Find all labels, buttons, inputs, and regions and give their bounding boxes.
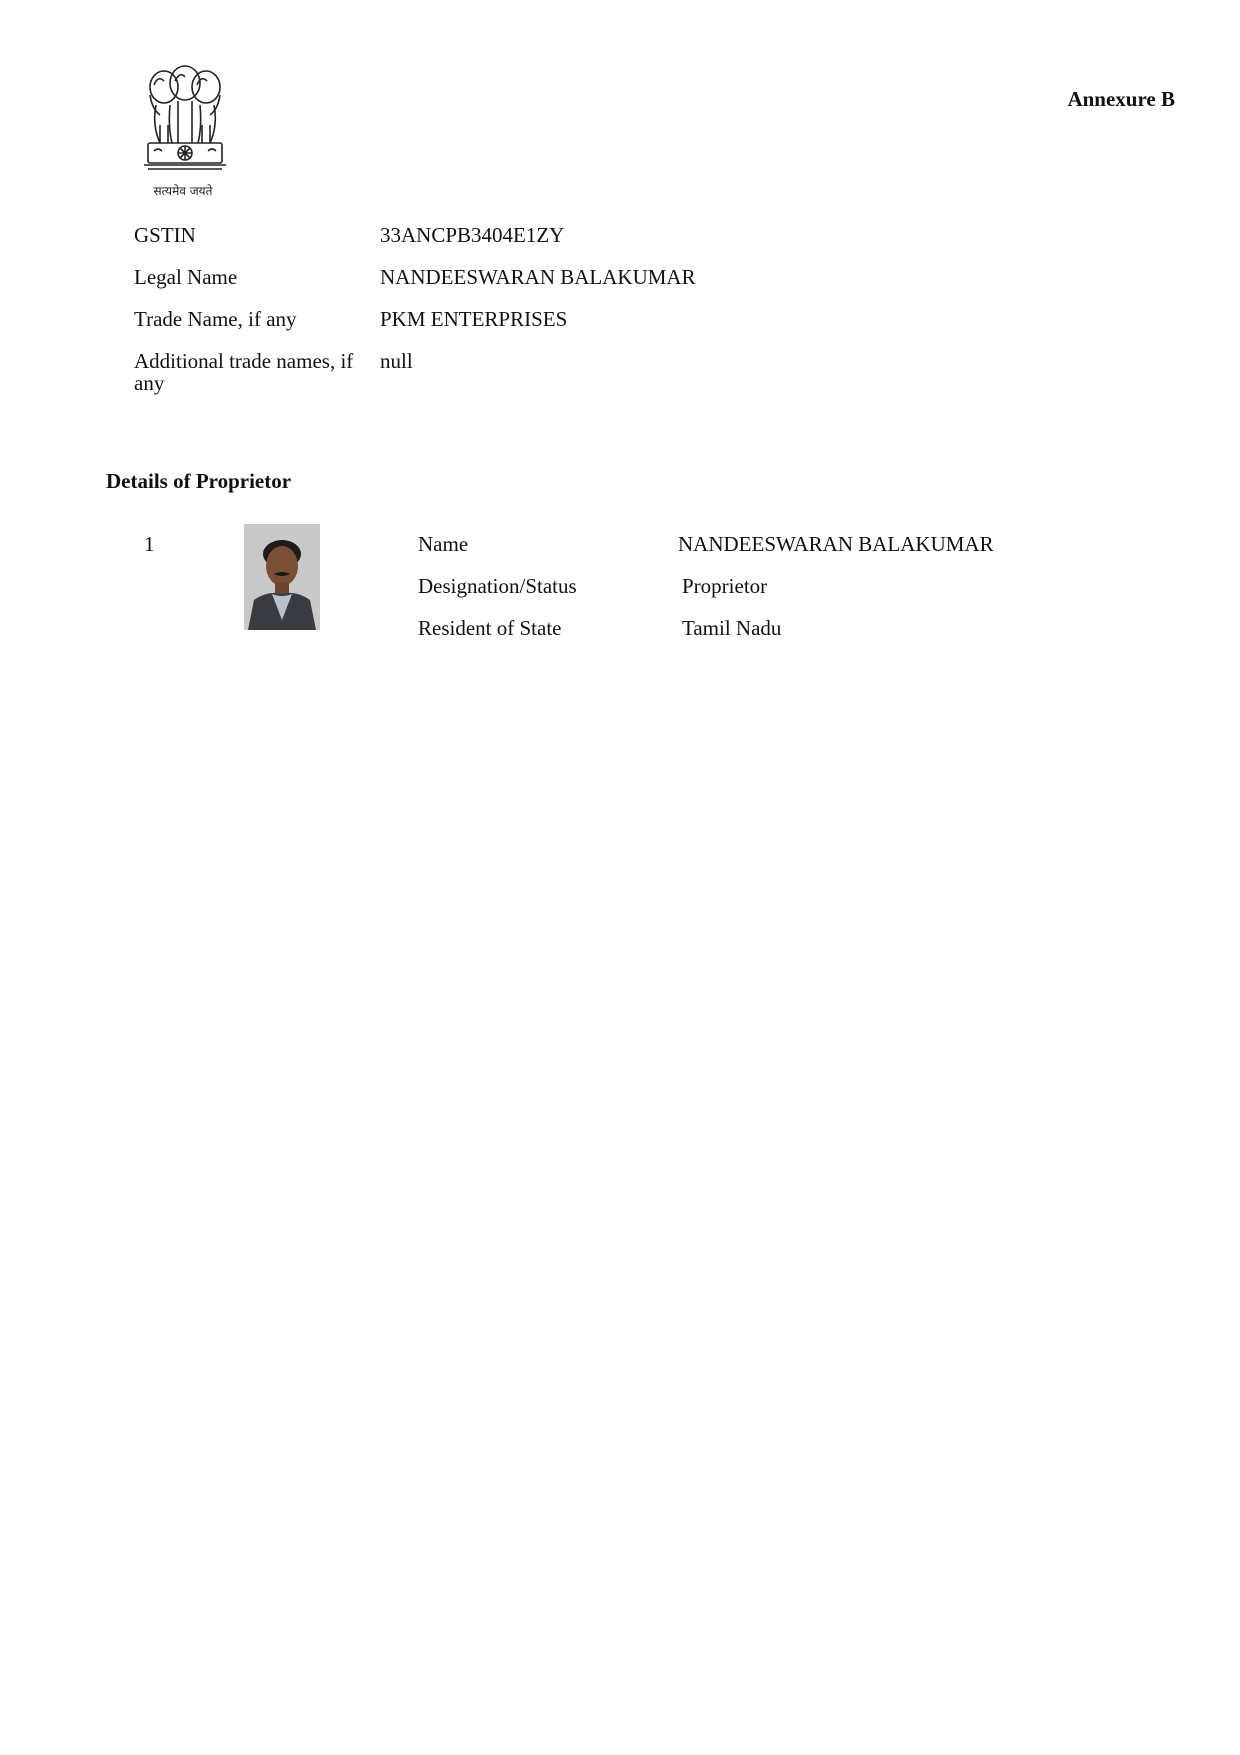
designation-status-value: Proprietor bbox=[682, 574, 768, 598]
resident-of-state-value: Tamil Nadu bbox=[682, 616, 782, 640]
proprietor-section-heading: Details of Proprietor bbox=[106, 469, 292, 493]
additional-trade-names-value: null bbox=[380, 349, 413, 373]
proprietor-name-value: NANDEESWARAN BALAKUMAR bbox=[678, 532, 994, 556]
additional-trade-names-label: Additional trade names, if any bbox=[134, 349, 354, 395]
designation-status-label: Designation/Status bbox=[418, 574, 577, 598]
trade-name-value: PKM ENTERPRISES bbox=[380, 307, 568, 331]
resident-of-state-label: Resident of State bbox=[418, 616, 562, 640]
proprietor-photo bbox=[244, 524, 320, 630]
trade-name-label: Trade Name, if any bbox=[134, 307, 297, 331]
annexure-label: Annexure B bbox=[1067, 87, 1175, 111]
emblem-motto: सत्यमेव जयते bbox=[153, 184, 213, 198]
gstin-label: GSTIN bbox=[134, 223, 196, 247]
legal-name-value: NANDEESWARAN BALAKUMAR bbox=[380, 265, 696, 289]
gstin-value: 33ANCPB3404E1ZY bbox=[380, 223, 565, 247]
proprietor-name-label: Name bbox=[418, 532, 469, 556]
proprietor-index: 1 bbox=[144, 532, 155, 556]
legal-name-label: Legal Name bbox=[134, 265, 238, 289]
